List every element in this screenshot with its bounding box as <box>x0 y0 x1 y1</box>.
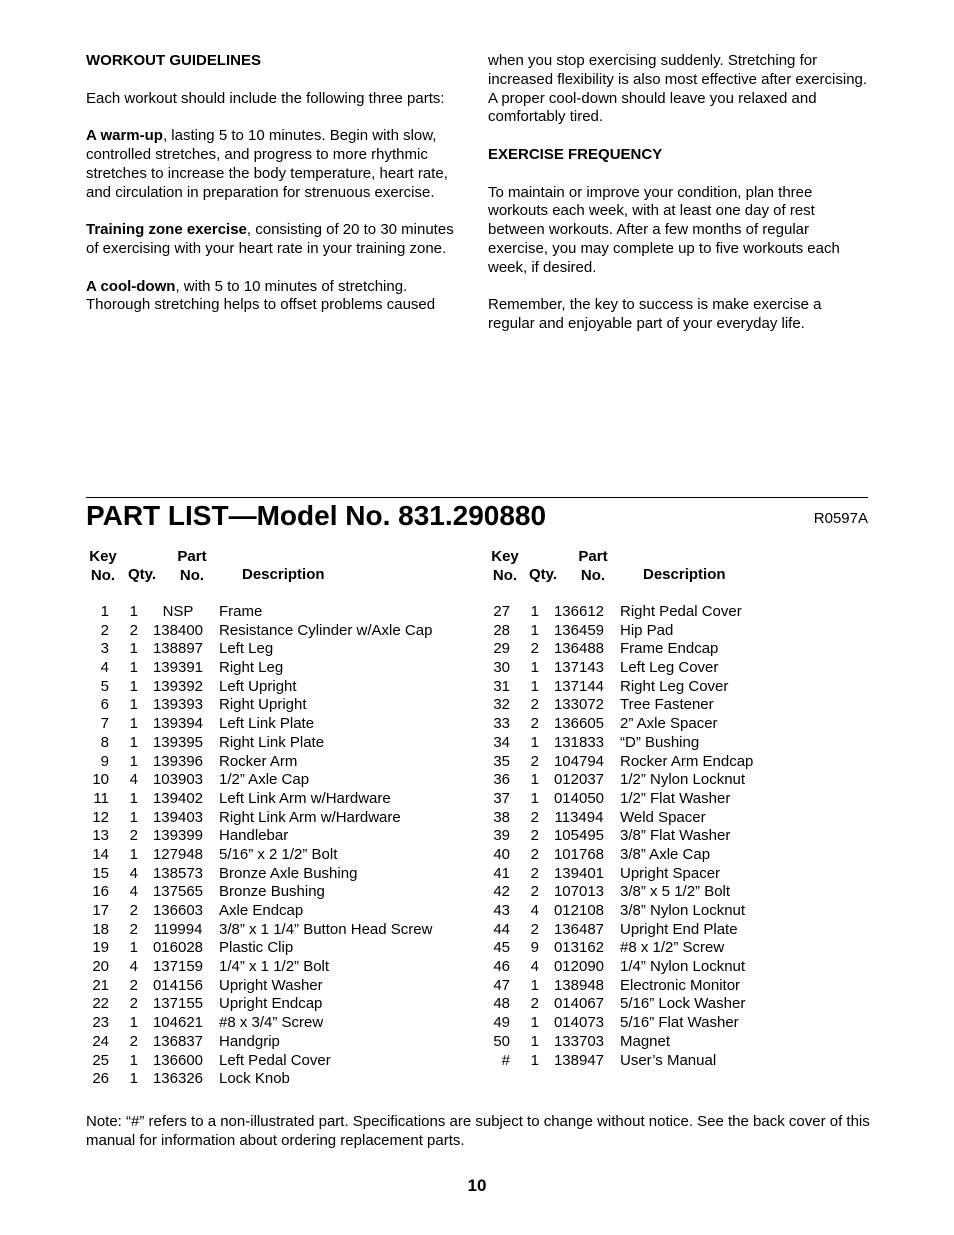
frequency-column <box>488 52 868 353</box>
key-no: 11 <box>93 789 109 807</box>
part-no: 105495 <box>553 827 605 845</box>
qty: 4 <box>530 902 539 919</box>
frequency-paragraph-2: Remember, the key to success is make exercise a regular and enjoyable part of your everyday life. <box>488 296 822 333</box>
table-row <box>478 902 753 921</box>
workout-guidelines-heading: WORKOUT GUIDELINES <box>86 52 261 69</box>
qty: 1 <box>129 1014 138 1032</box>
qty: 4 <box>129 771 138 789</box>
description: Frame Endcap <box>620 640 719 658</box>
description: Left Leg <box>219 640 274 658</box>
qty: 1 <box>129 640 138 658</box>
key-no: # <box>501 1051 510 1069</box>
part-no: 139401 <box>553 864 605 882</box>
key-no: 18 <box>92 920 109 938</box>
header-qty-left: Qty. <box>128 566 157 583</box>
part-no: 104794 <box>553 752 605 770</box>
training-text: , consisting of 20 to 30 minutes of exercising with your heart rate in your training zone. <box>86 221 454 257</box>
table-row <box>478 827 753 846</box>
description: Magnet <box>620 1032 671 1050</box>
part-no: 137565 <box>152 883 204 901</box>
part-no: 136459 <box>553 621 605 639</box>
table-row <box>478 809 753 828</box>
table-row <box>77 902 432 921</box>
cooldown-paragraph <box>86 278 466 316</box>
table-row <box>77 603 432 622</box>
training-term: Training zone exercise <box>86 221 247 239</box>
description: Upright Endcap <box>219 995 323 1013</box>
qty: 1 <box>129 659 138 677</box>
description: Weld Spacer <box>620 808 706 826</box>
description: Rocker Arm Endcap <box>620 752 754 770</box>
table-row <box>77 921 432 940</box>
qty: 1 <box>530 976 539 994</box>
qty: 1 <box>530 771 539 789</box>
table-row <box>478 1014 753 1033</box>
part-no: 136603 <box>152 902 204 919</box>
description: 1/2” Axle Cap <box>219 771 310 789</box>
table-row <box>478 603 753 622</box>
description: Left Link Arm w/Hardware <box>219 789 391 807</box>
qty: 2 <box>530 920 539 938</box>
key-no: 37 <box>493 789 510 807</box>
description: Right Leg <box>219 659 284 677</box>
part-no: NSP <box>162 603 194 620</box>
table-row <box>77 809 432 828</box>
part-no: 101768 <box>553 845 605 863</box>
qty: 2 <box>530 883 539 901</box>
part-no: 138400 <box>152 621 204 639</box>
table-row <box>77 883 432 902</box>
table-row <box>77 846 432 865</box>
table-row <box>478 771 753 790</box>
table-row <box>478 883 753 902</box>
table-row <box>478 1033 753 1052</box>
parts-table-right <box>478 603 753 1070</box>
key-no: 17 <box>92 902 109 919</box>
description: Right Pedal Cover <box>620 603 742 620</box>
table-row <box>77 1014 432 1033</box>
description: #8 x 3/4” Screw <box>219 1014 324 1032</box>
description: 3/8” Nylon Locknut <box>620 902 746 919</box>
key-no: 49 <box>493 1014 510 1032</box>
key-no: 43 <box>493 902 510 919</box>
key-no: 34 <box>493 733 510 751</box>
qty: 2 <box>129 902 138 919</box>
qty: 2 <box>530 827 539 845</box>
part-no: 138948 <box>553 976 605 994</box>
qty: 4 <box>129 883 138 901</box>
part-no: 127948 <box>152 845 204 863</box>
key-no: 42 <box>493 883 510 901</box>
table-row <box>478 640 753 659</box>
table-row <box>77 753 432 772</box>
part-no: 139392 <box>152 677 204 695</box>
table-row <box>478 1052 753 1071</box>
description: 2” Axle Spacer <box>620 715 718 733</box>
description: Plastic Clip <box>219 939 294 957</box>
qty: 1 <box>530 1032 539 1050</box>
key-no: 33 <box>493 715 510 733</box>
table-row <box>77 734 432 753</box>
key-no: 46 <box>493 958 510 976</box>
description: Left Upright <box>219 677 297 695</box>
part-no: 138947 <box>553 1051 605 1069</box>
part-no: 012037 <box>553 771 605 789</box>
key-no: 13 <box>92 827 109 845</box>
description: Handlebar <box>219 827 289 845</box>
table-row <box>77 977 432 996</box>
key-no: 22 <box>92 995 109 1013</box>
qty: 2 <box>129 976 138 994</box>
key-no: 39 <box>493 827 510 845</box>
qty: 2 <box>530 845 539 863</box>
qty: 1 <box>129 715 138 733</box>
qty: 4 <box>530 958 539 976</box>
table-row <box>77 1033 432 1052</box>
qty: 1 <box>530 677 539 695</box>
part-no: 012108 <box>553 902 605 919</box>
key-no: 50 <box>493 1032 510 1050</box>
part-no: 136326 <box>152 1070 204 1088</box>
part-no: 013162 <box>553 939 605 957</box>
part-no: 138897 <box>152 640 204 658</box>
qty: 1 <box>129 789 138 807</box>
part-no: 139403 <box>152 808 204 826</box>
key-no: 29 <box>493 640 510 658</box>
qty: 1 <box>129 696 138 714</box>
key-no: 45 <box>493 939 510 957</box>
qty: 1 <box>530 733 539 751</box>
qty: 2 <box>530 696 539 714</box>
table-row <box>478 753 753 772</box>
description: 5/16” x 2 1/2” Bolt <box>219 845 338 863</box>
key-no: 26 <box>92 1070 109 1088</box>
table-row <box>478 659 753 678</box>
key-no: 27 <box>493 603 510 620</box>
qty: 9 <box>530 939 539 957</box>
part-no: 113494 <box>554 808 604 826</box>
qty: 2 <box>129 995 138 1013</box>
part-no: 014073 <box>553 1014 605 1032</box>
part-no: 136488 <box>553 640 605 658</box>
key-no: 9 <box>100 752 109 770</box>
part-no: 014067 <box>553 995 605 1013</box>
key-no: 15 <box>92 864 109 882</box>
qty: 1 <box>129 845 138 863</box>
key-no: 21 <box>92 976 109 994</box>
description: 3/8” x 1 1/4” Button Head Screw <box>219 920 433 938</box>
part-no: 139393 <box>152 696 204 714</box>
description: Bronze Axle Bushing <box>219 864 358 882</box>
key-no: 8 <box>100 733 109 751</box>
qty: 1 <box>530 1014 539 1032</box>
description: Resistance Cylinder w/Axle Cap <box>219 621 433 639</box>
qty: 1 <box>129 808 138 826</box>
part-no: 133072 <box>553 696 605 714</box>
table-row <box>478 921 753 940</box>
table-row <box>77 640 432 659</box>
qty: 4 <box>129 864 138 882</box>
table-row <box>77 958 432 977</box>
qty: 1 <box>530 621 539 639</box>
part-no: 136605 <box>553 715 605 733</box>
header-part-right: Part No. <box>578 548 608 584</box>
part-no: 016028 <box>152 939 204 957</box>
table-row <box>77 939 432 958</box>
part-no: 139394 <box>152 715 204 733</box>
part-no: 136600 <box>152 1051 204 1069</box>
qty: 2 <box>530 808 539 826</box>
part-no: 137143 <box>553 659 605 677</box>
part-no: 137159 <box>152 958 204 976</box>
part-no: 136612 <box>553 603 605 620</box>
description: 1/4” Nylon Locknut <box>620 958 746 976</box>
description: Right Link Plate <box>219 733 325 751</box>
table-row <box>77 715 432 734</box>
description: Right Leg Cover <box>620 677 729 695</box>
description: Tree Fastener <box>620 696 714 714</box>
part-no: 012090 <box>553 958 605 976</box>
description: Upright Washer <box>219 976 323 994</box>
description: Rocker Arm <box>219 752 298 770</box>
qty: 1 <box>530 1051 539 1069</box>
table-row <box>478 715 753 734</box>
part-no: 139399 <box>152 827 204 845</box>
table-row <box>77 790 432 809</box>
key-no: 4 <box>100 659 109 677</box>
description: Bronze Bushing <box>219 883 325 901</box>
table-row <box>478 977 753 996</box>
header-qty-right: Qty. <box>529 566 558 583</box>
table-row <box>77 622 432 641</box>
key-no: 28 <box>493 621 510 639</box>
table-row <box>77 1070 432 1089</box>
part-no: 139396 <box>152 752 204 770</box>
description: Left Pedal Cover <box>219 1051 331 1069</box>
warmup-term: A warm-up <box>86 127 163 145</box>
table-row <box>77 827 432 846</box>
table-row <box>478 939 753 958</box>
table-row <box>478 846 753 865</box>
part-no: 136487 <box>553 920 605 938</box>
key-no: 24 <box>92 1032 109 1050</box>
description: Axle Endcap <box>219 902 304 919</box>
table-row <box>478 958 753 977</box>
description: Left Link Plate <box>219 715 315 733</box>
qty: 1 <box>530 789 539 807</box>
description: 3/8” Flat Washer <box>620 827 731 845</box>
table-row <box>478 696 753 715</box>
key-no: 35 <box>493 752 510 770</box>
qty: 1 <box>129 733 138 751</box>
qty: 2 <box>129 827 138 845</box>
key-no: 44 <box>493 920 510 938</box>
qty: 2 <box>129 621 138 639</box>
key-no: 1 <box>100 603 109 620</box>
cooldown-text: , with 5 to 10 minutes of stretching. Thorough stretching helps to offset problems caused <box>86 277 436 314</box>
page-number: 10 <box>467 1176 487 1195</box>
key-no: 41 <box>493 864 510 882</box>
key-no: 7 <box>100 715 109 733</box>
exercise-frequency-heading: EXERCISE FREQUENCY <box>488 145 663 163</box>
cooldown-term: A cool-down <box>86 277 176 295</box>
header-desc-left: Description <box>242 566 325 583</box>
part-no: 103903 <box>152 771 204 789</box>
key-no: 32 <box>493 696 510 714</box>
description: 3/8” Axle Cap <box>620 845 711 863</box>
section-divider <box>86 497 868 498</box>
frequency-paragraph-1: To maintain or improve your condition, plan three workouts each week, with at least one day of rest between workouts. After a few months of regular exercise, you may complete up to five workouts each week, if desired. <box>488 183 840 276</box>
qty: 1 <box>129 1070 138 1088</box>
table-row <box>478 622 753 641</box>
part-no: 138573 <box>152 864 204 882</box>
description: 3/8” x 5 1/2” Bolt <box>620 883 731 901</box>
part-no: 139402 <box>152 789 204 807</box>
part-no: 014156 <box>152 976 204 994</box>
key-no: 10 <box>92 771 109 789</box>
key-no: 25 <box>92 1051 109 1069</box>
header-desc-right: Description <box>643 566 726 583</box>
key-no: 6 <box>100 696 109 714</box>
part-no: 119994 <box>153 920 203 938</box>
header-part-left: Part No. <box>177 548 207 584</box>
table-row <box>77 995 432 1014</box>
table-row <box>77 678 432 697</box>
part-no: 133703 <box>553 1032 605 1050</box>
description: Hip Pad <box>620 621 674 639</box>
cooldown-continuation: when you stop exercising suddenly. Stretching for increased flexibility is also most effective after exercising. A proper cool-down should leave you relaxed and comfortably tired. <box>488 52 868 126</box>
qty: 1 <box>129 1051 138 1069</box>
table-row <box>478 790 753 809</box>
key-no: 31 <box>493 677 510 695</box>
key-no: 19 <box>92 939 109 957</box>
description: Upright End Plate <box>620 920 738 938</box>
key-no: 38 <box>493 808 510 826</box>
table-row <box>478 865 753 884</box>
key-no: 47 <box>493 976 510 994</box>
key-no: 3 <box>100 640 109 658</box>
key-no: 2 <box>100 621 109 639</box>
table-row <box>77 696 432 715</box>
table-row <box>478 995 753 1014</box>
description: Left Leg Cover <box>620 659 719 677</box>
key-no: 30 <box>493 659 510 677</box>
table-row <box>478 678 753 697</box>
table-row <box>77 1052 432 1071</box>
table-row <box>77 771 432 790</box>
description: User’s Manual <box>620 1051 717 1069</box>
part-no: 107013 <box>553 883 605 901</box>
qty: 2 <box>530 715 539 733</box>
qty: 1 <box>129 939 138 957</box>
part-no: 014050 <box>553 789 605 807</box>
header-key-left: Key No. <box>89 548 117 584</box>
description: 5/16” Lock Washer <box>620 995 746 1013</box>
description: Electronic Monitor <box>620 976 741 994</box>
qty: 1 <box>530 603 539 620</box>
header-key-right: Key No. <box>491 548 519 584</box>
description: Handgrip <box>219 1032 280 1050</box>
part-no: 137155 <box>152 995 204 1013</box>
description: 1/2” Nylon Locknut <box>620 771 746 789</box>
footnote: Note: “#” refers to a non-illustrated part. Specifications are subject to change without notice. See the back cover of this manual for information about ordering replacement parts. <box>86 1113 870 1149</box>
training-paragraph <box>86 221 466 259</box>
key-no: 23 <box>92 1014 109 1032</box>
part-no: 139391 <box>152 659 204 677</box>
description: #8 x 1/2” Screw <box>620 939 725 957</box>
warmup-text: , lasting 5 to 10 minutes. Begin with slow, controlled stretches, and progress to more rhythmic stretches to increase the body temperature, heart rate, and circulation in preparation for strenuous exercise. <box>86 127 448 201</box>
guidelines-column <box>86 52 466 334</box>
key-no: 40 <box>493 845 510 863</box>
description: 1/2” Flat Washer <box>620 789 731 807</box>
qty: 2 <box>530 995 539 1013</box>
description: Upright Spacer <box>620 864 721 882</box>
qty: 1 <box>129 752 138 770</box>
key-no: 20 <box>92 958 109 976</box>
key-no: 48 <box>493 995 510 1013</box>
qty: 1 <box>530 659 539 677</box>
part-no: 104621 <box>152 1014 204 1032</box>
key-no: 5 <box>100 677 109 695</box>
qty: 2 <box>530 752 539 770</box>
qty: 4 <box>129 958 138 976</box>
key-no: 16 <box>92 883 109 901</box>
qty: 2 <box>129 920 138 938</box>
description: 1/4” x 1 1/2” Bolt <box>219 958 330 976</box>
qty: 2 <box>129 1032 138 1050</box>
part-no: 131833 <box>553 733 605 751</box>
description: “D” Bushing <box>620 733 700 751</box>
qty: 1 <box>129 677 138 695</box>
description: Frame <box>219 603 263 620</box>
guidelines-intro: Each workout should include the following three parts: <box>86 89 445 107</box>
part-no: 136837 <box>152 1032 204 1050</box>
table-row <box>478 734 753 753</box>
key-no: 12 <box>92 808 109 826</box>
part-no: 139395 <box>152 733 204 751</box>
qty: 2 <box>530 640 539 658</box>
description: Lock Knob <box>219 1070 290 1088</box>
description: Right Upright <box>219 696 307 714</box>
table-row <box>77 659 432 678</box>
qty: 1 <box>129 603 138 620</box>
qty: 2 <box>530 864 539 882</box>
reference-code: R0597A <box>813 510 868 527</box>
key-no: 14 <box>92 845 109 863</box>
part-list-title: PART LIST—Model No. 831.290880 <box>86 500 547 531</box>
part-no: 137144 <box>553 677 605 695</box>
description: 5/16” Flat Washer <box>620 1014 739 1032</box>
parts-table-left <box>77 603 432 1089</box>
warmup-paragraph <box>86 127 466 202</box>
description: Right Link Arm w/Hardware <box>219 808 401 826</box>
table-row <box>77 865 432 884</box>
key-no: 36 <box>493 771 510 789</box>
